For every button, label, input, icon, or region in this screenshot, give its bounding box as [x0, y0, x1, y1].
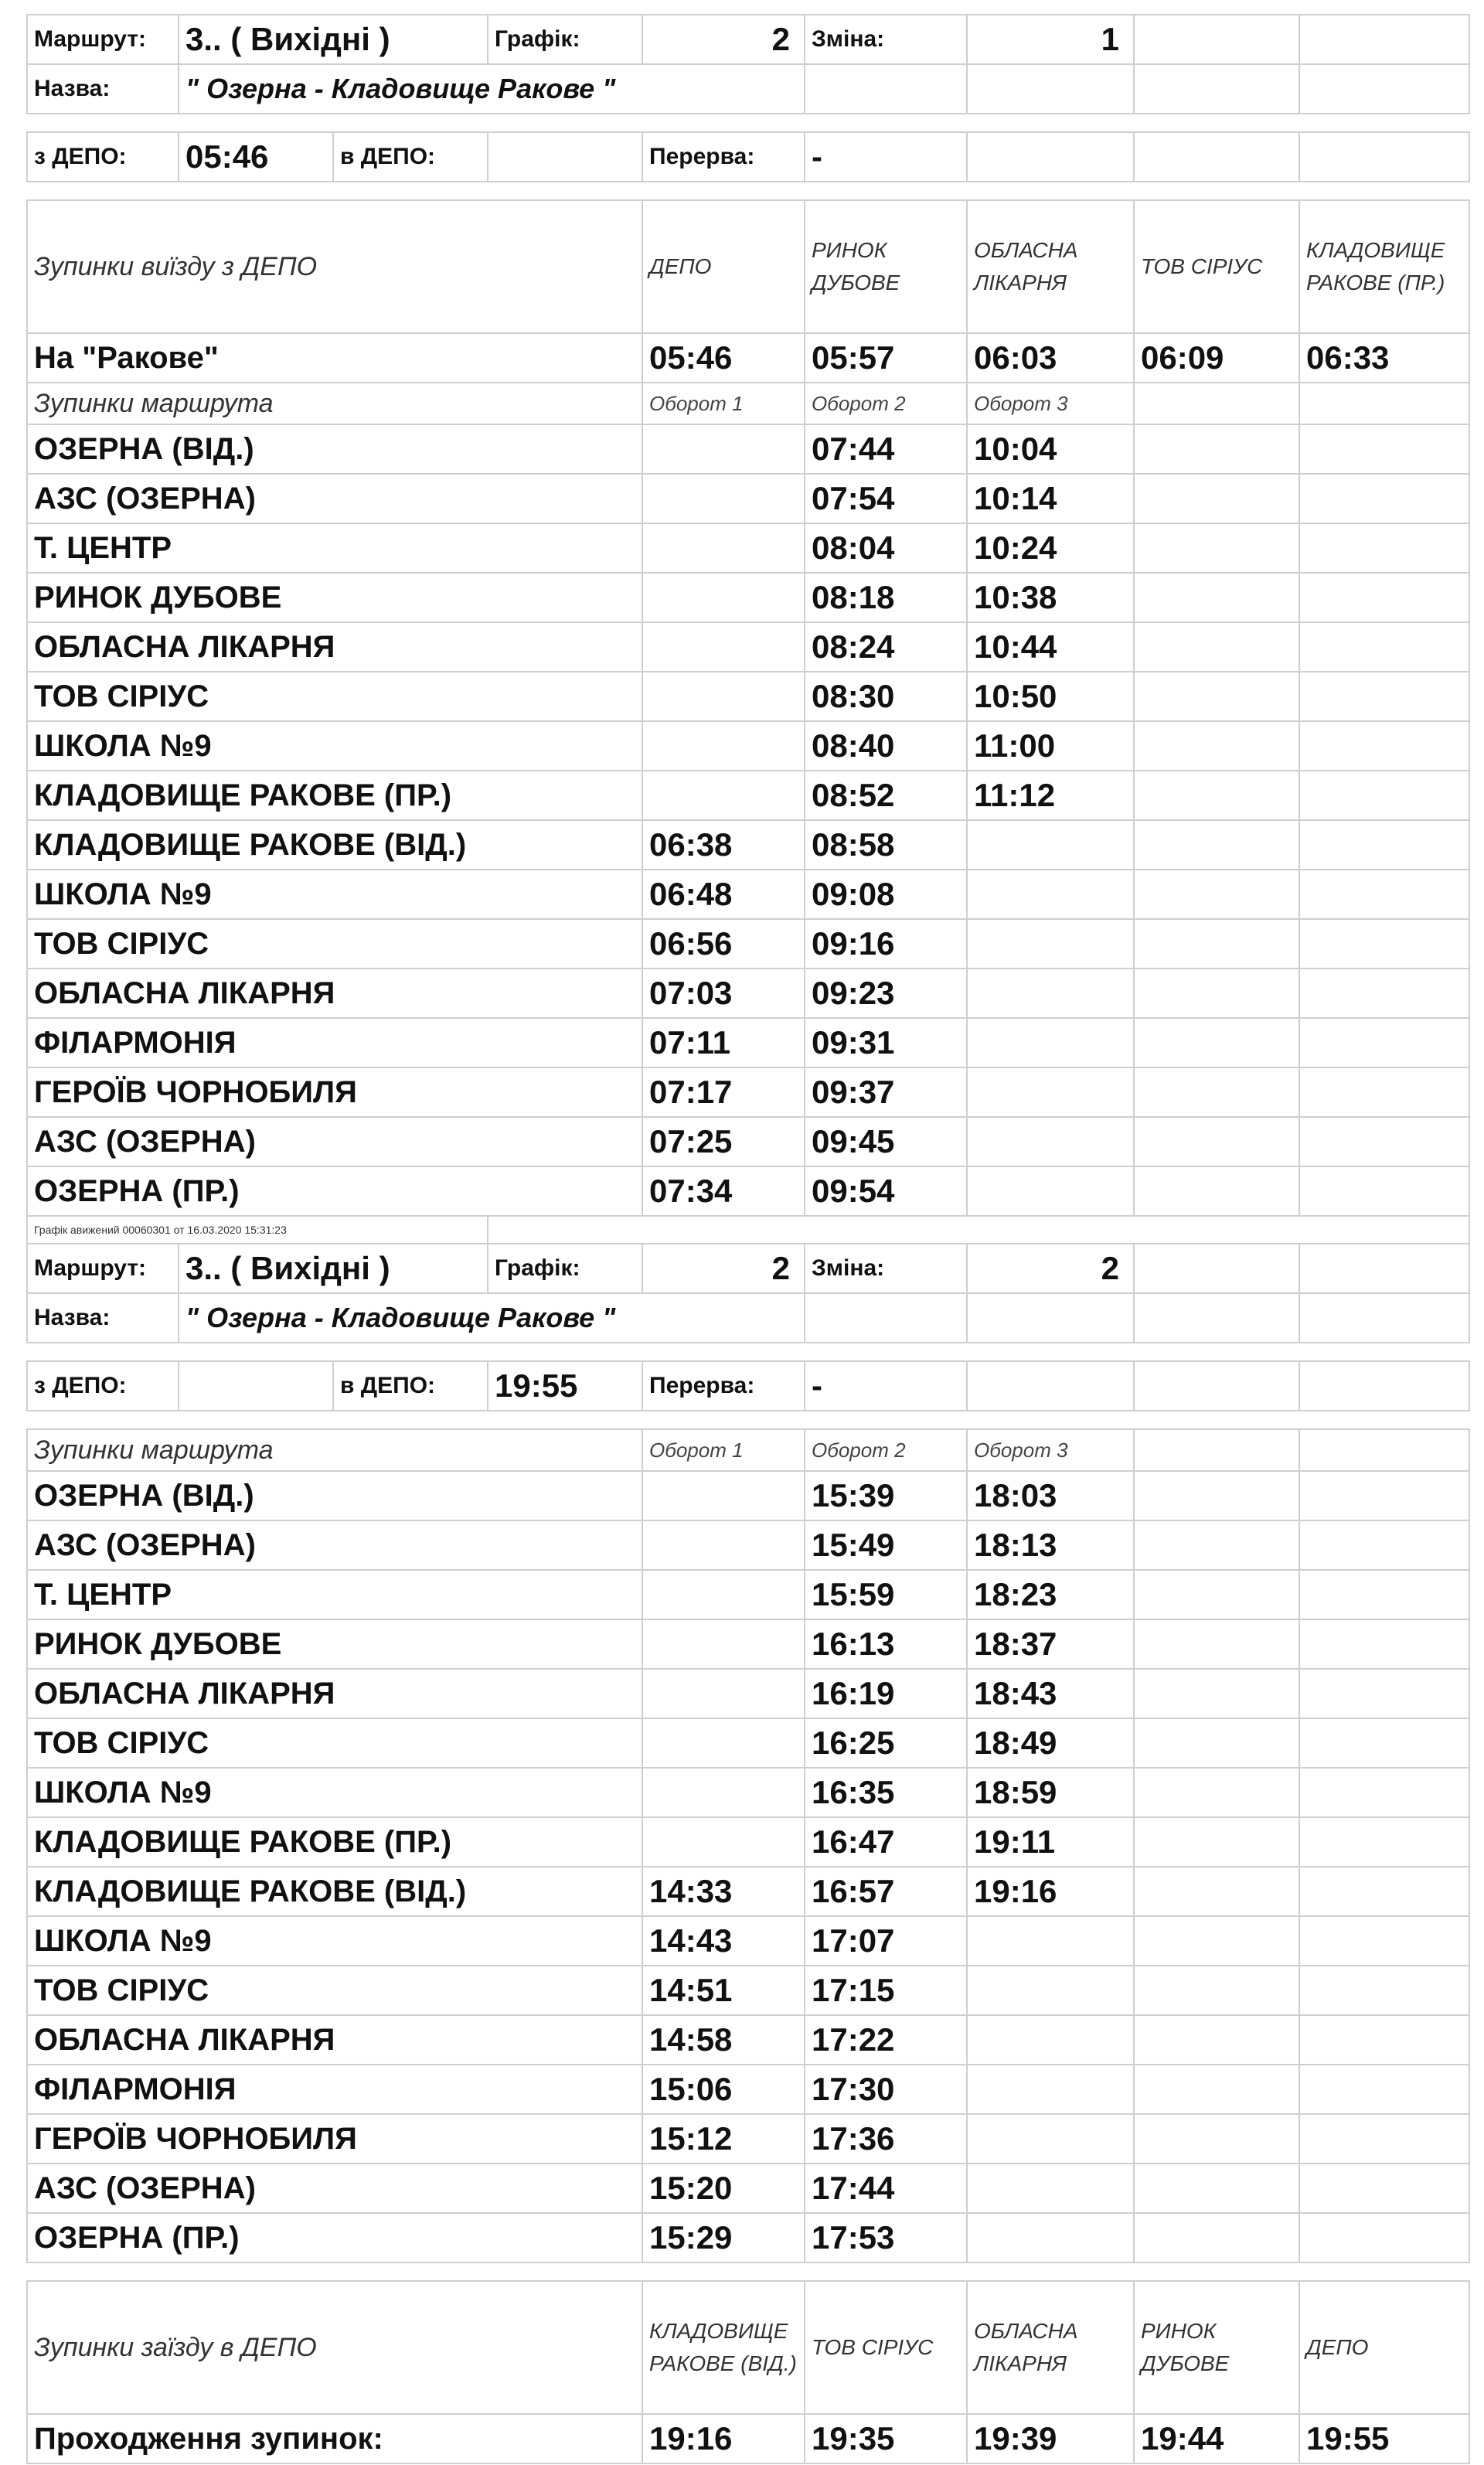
table-row	[27, 523, 1469, 573]
turn2-time: 15:59	[805, 1570, 967, 1619]
exit-times-row	[27, 333, 1469, 383]
turn1-time: 15:12	[642, 2114, 805, 2164]
turn2-header: Оборот 2	[805, 383, 967, 424]
turn2-time: 16:19	[805, 1669, 967, 1718]
turn3-time: 10:44	[967, 622, 1134, 672]
stop-name: АЗС (ОЗЕРНА)	[27, 2164, 642, 2213]
turn1-time	[642, 1718, 805, 1768]
turn2-time: 09:54	[805, 1166, 967, 1216]
stop-name: ТОВ СІРІУС	[27, 1718, 642, 1768]
exit-header: ДЕПО	[642, 200, 805, 333]
break-label: Перерва:	[642, 132, 805, 182]
turn2-time: 09:23	[805, 969, 967, 1018]
turn3-time: 19:16	[967, 1867, 1134, 1916]
turn3-time	[967, 2213, 1134, 2262]
turn3-time: 18:43	[967, 1669, 1134, 1718]
stop-name: ТОВ СІРІУС	[27, 1966, 642, 2015]
table-row	[27, 1520, 1469, 1570]
turn1-time: 14:33	[642, 1867, 805, 1916]
turn2-time: 16:25	[805, 1718, 967, 1768]
stop-name: ГЕРОЇВ ЧОРНОБИЛЯ	[27, 1067, 642, 1117]
table-row	[27, 1117, 1469, 1166]
stop-name: КЛАДОВИЩЕ РАКОВЕ (ВІД.)	[27, 1867, 642, 1916]
table-row	[27, 1718, 1469, 1768]
turn1-time	[642, 1817, 805, 1867]
entry-stops-label: Зупинки заїзду в ДЕПО	[27, 2281, 642, 2414]
passing-label: Проходження зупинок:	[27, 2414, 642, 2463]
from-depot-label: з ДЕПО:	[27, 1361, 179, 1411]
turn3-header: Оборот 3	[967, 383, 1134, 424]
turn1-time: 07:25	[642, 1117, 805, 1166]
table-row	[27, 2065, 1469, 2114]
stop-name: АЗС (ОЗЕРНА)	[27, 1117, 642, 1166]
footer-note: Графік авижений 00060301 от 16.03.2020 15:31:23	[27, 1216, 488, 1244]
entry-time: 19:16	[642, 2414, 805, 2463]
route-name: " Озерна - Кладовище Ракове "	[179, 64, 805, 114]
exit-time: 06:03	[967, 333, 1134, 383]
table-row	[27, 1619, 1469, 1669]
shift1-table	[26, 14, 1470, 2464]
timetable-page	[26, 14, 1469, 2464]
table-row	[27, 1966, 1469, 2015]
turn3-time: 10:38	[967, 573, 1134, 622]
exit-time: 06:33	[1299, 333, 1469, 383]
entry-header: ОБЛАСНА ЛІКАРНЯ	[967, 2281, 1134, 2414]
turn3-time	[967, 969, 1134, 1018]
table-row	[27, 820, 1469, 870]
shift-value: 2	[967, 1244, 1134, 1293]
shift-label: Зміна:	[805, 1244, 967, 1293]
turn3-time: 11:12	[967, 771, 1134, 820]
name-label: Назва:	[27, 64, 179, 114]
shift1-footer-row	[27, 1216, 1469, 1244]
turn1-time	[642, 523, 805, 573]
turn2-time: 15:39	[805, 1471, 967, 1520]
table-row	[27, 870, 1469, 919]
turn2-time: 16:35	[805, 1768, 967, 1817]
turn2-time: 17:30	[805, 2065, 967, 2114]
turn3-time	[967, 2114, 1134, 2164]
stop-name: РИНОК ДУБОВЕ	[27, 1619, 642, 1669]
entry-header-row	[27, 2281, 1469, 2414]
turn3-time	[967, 919, 1134, 969]
turn3-time	[967, 2164, 1134, 2213]
table-row	[27, 1471, 1469, 1520]
table-row	[27, 919, 1469, 969]
turn3-time: 19:11	[967, 1817, 1134, 1867]
entry-time: 19:44	[1134, 2414, 1299, 2463]
schedule-label: Графік:	[488, 1244, 642, 1293]
turn3-time	[967, 2065, 1134, 2114]
turn3-time: 18:23	[967, 1570, 1134, 1619]
stop-name: АЗС (ОЗЕРНА)	[27, 1520, 642, 1570]
turn3-time: 11:00	[967, 721, 1134, 771]
turn2-time: 09:45	[805, 1117, 967, 1166]
table-row	[27, 573, 1469, 622]
turn1-time: 06:38	[642, 820, 805, 870]
entry-time: 19:39	[967, 2414, 1134, 2463]
shift2-stops	[27, 1471, 1469, 2262]
route-value: 3.. ( Вихідні )	[179, 15, 488, 64]
stop-name: Т. ЦЕНТР	[27, 523, 642, 573]
turn1-time	[642, 622, 805, 672]
table-row	[27, 2164, 1469, 2213]
turn1-time	[642, 474, 805, 523]
turn1-time: 15:06	[642, 2065, 805, 2114]
stop-name: ОЗЕРНА (ПР.)	[27, 1166, 642, 1216]
table-row	[27, 1570, 1469, 1619]
turn2-time: 09:31	[805, 1018, 967, 1067]
turn1-time	[642, 424, 805, 474]
table-row	[27, 2015, 1469, 2065]
table-row	[27, 2213, 1469, 2262]
turn3-time	[967, 2015, 1134, 2065]
stop-name: АЗС (ОЗЕРНА)	[27, 474, 642, 523]
turn2-time: 17:07	[805, 1916, 967, 1966]
entry-header: ТОВ СІРІУС	[805, 2281, 967, 2414]
turn1-header: Оборот 1	[642, 1429, 805, 1471]
turn1-time	[642, 1570, 805, 1619]
turn1-time: 06:56	[642, 919, 805, 969]
to-depot-value: 19:55	[488, 1361, 642, 1411]
table-row	[27, 622, 1469, 672]
table-row	[27, 1916, 1469, 1966]
entry-header: ДЕПО	[1299, 2281, 1469, 2414]
turn1-time: 14:51	[642, 1966, 805, 2015]
exit-header: РИНОК ДУБОВЕ	[805, 200, 967, 333]
stop-name: ФІЛАРМОНІЯ	[27, 1018, 642, 1067]
turn3-time: 10:14	[967, 474, 1134, 523]
from-depot-label: з ДЕПО:	[27, 132, 179, 182]
turn3-time	[967, 870, 1134, 919]
exit-header-row	[27, 200, 1469, 333]
route-stops-label: Зупинки маршрута	[27, 1429, 642, 1471]
stop-name: КЛАДОВИЩЕ РАКОВЕ (ВІД.)	[27, 820, 642, 870]
table-row	[27, 2114, 1469, 2164]
turn1-time: 14:58	[642, 2015, 805, 2065]
turn1-time	[642, 1669, 805, 1718]
shift1-depot-row	[27, 132, 1469, 182]
stop-name: КЛАДОВИЩЕ РАКОВЕ (ПР.)	[27, 771, 642, 820]
turn2-header: Оборот 2	[805, 1429, 967, 1471]
turn2-time: 08:04	[805, 523, 967, 573]
table-row	[27, 424, 1469, 474]
turn1-time: 06:48	[642, 870, 805, 919]
table-row	[27, 721, 1469, 771]
turn3-time	[967, 1067, 1134, 1117]
table-row	[27, 771, 1469, 820]
stop-name: ОБЛАСНА ЛІКАРНЯ	[27, 2015, 642, 2065]
entry-header: РИНОК ДУБОВЕ	[1134, 2281, 1299, 2414]
exit-time: 05:57	[805, 333, 967, 383]
turn2-time: 09:08	[805, 870, 967, 919]
turn2-time: 08:52	[805, 771, 967, 820]
turn2-time: 07:54	[805, 474, 967, 523]
turn2-time: 17:53	[805, 2213, 967, 2262]
turn1-header: Оборот 1	[642, 383, 805, 424]
turn1-time: 15:20	[642, 2164, 805, 2213]
stop-name: ОЗЕРНА (ВІД.)	[27, 424, 642, 474]
table-row	[27, 1166, 1469, 1216]
stop-name: ШКОЛА №9	[27, 721, 642, 771]
turn1-time: 07:03	[642, 969, 805, 1018]
table-row	[27, 1067, 1469, 1117]
table-row	[27, 1018, 1469, 1067]
stop-name: ОБЛАСНА ЛІКАРНЯ	[27, 622, 642, 672]
turn1-time: 15:29	[642, 2213, 805, 2262]
turn2-time: 08:30	[805, 672, 967, 721]
stop-name: РИНОК ДУБОВЕ	[27, 573, 642, 622]
entry-time: 19:35	[805, 2414, 967, 2463]
turn1-time	[642, 1471, 805, 1520]
schedule-value: 2	[642, 15, 805, 64]
turn3-time: 10:24	[967, 523, 1134, 573]
turn3-time	[967, 1117, 1134, 1166]
to-depot-label: в ДЕПО:	[333, 1361, 488, 1411]
turn3-time: 18:13	[967, 1520, 1134, 1570]
stop-name: ФІЛАРМОНІЯ	[27, 2065, 642, 2114]
table-row	[27, 1867, 1469, 1916]
break-label: Перерва:	[642, 1361, 805, 1411]
turn1-time: 14:43	[642, 1916, 805, 1966]
turn1-time	[642, 672, 805, 721]
route-label: Маршрут:	[27, 1244, 179, 1293]
to-depot-label: в ДЕПО:	[333, 132, 488, 182]
turn2-time: 09:37	[805, 1067, 967, 1117]
turn2-time: 17:44	[805, 2164, 967, 2213]
turn3-time: 18:37	[967, 1619, 1134, 1669]
turn2-time: 08:18	[805, 573, 967, 622]
shift2-route-row	[27, 1244, 1469, 1293]
turn3-time	[967, 1018, 1134, 1067]
turn2-time: 16:13	[805, 1619, 967, 1669]
turn1-time	[642, 721, 805, 771]
shift1-name-row	[27, 64, 1469, 114]
stop-name: ОЗЕРНА (ПР.)	[27, 2213, 642, 2262]
route-value: 3.. ( Вихідні )	[179, 1244, 488, 1293]
turn2-time: 15:49	[805, 1520, 967, 1570]
shift1-stops	[27, 424, 1469, 1216]
stop-name: ШКОЛА №9	[27, 1916, 642, 1966]
entry-time: 19:55	[1299, 2414, 1469, 2463]
stop-name: ШКОЛА №9	[27, 1768, 642, 1817]
stop-name: КЛАДОВИЩЕ РАКОВЕ (ПР.)	[27, 1817, 642, 1867]
table-row	[27, 474, 1469, 523]
turn2-time: 17:15	[805, 1966, 967, 2015]
break-value: -	[805, 1361, 967, 1411]
turn2-time: 08:40	[805, 721, 967, 771]
schedule-label: Графік:	[488, 15, 642, 64]
table-row	[27, 672, 1469, 721]
stop-name: ГЕРОЇВ ЧОРНОБИЛЯ	[27, 2114, 642, 2164]
turn2-time: 08:58	[805, 820, 967, 870]
from-depot-value	[179, 1361, 333, 1411]
turn3-time	[967, 1166, 1134, 1216]
turn1-time: 07:34	[642, 1166, 805, 1216]
stop-name: Т. ЦЕНТР	[27, 1570, 642, 1619]
exit-header: ОБЛАСНА ЛІКАРНЯ	[967, 200, 1134, 333]
entry-times-row	[27, 2414, 1469, 2463]
turn3-time: 18:03	[967, 1471, 1134, 1520]
shift-label: Зміна:	[805, 15, 967, 64]
table-row	[27, 1669, 1469, 1718]
turn2-time: 09:16	[805, 919, 967, 969]
shift2-stops-header	[27, 1429, 1469, 1471]
turn1-time: 07:11	[642, 1018, 805, 1067]
turn3-time: 18:59	[967, 1768, 1134, 1817]
turn3-time	[967, 820, 1134, 870]
exit-row-label: На "Ракове"	[27, 333, 642, 383]
turn3-time	[967, 1916, 1134, 1966]
route-stops-label: Зупинки маршрута	[27, 383, 642, 424]
stop-name: ТОВ СІРІУС	[27, 672, 642, 721]
stop-name: ОБЛАСНА ЛІКАРНЯ	[27, 1669, 642, 1718]
table-row	[27, 1768, 1469, 1817]
turn3-time: 18:49	[967, 1718, 1134, 1768]
stop-name: ШКОЛА №9	[27, 870, 642, 919]
table-row	[27, 1817, 1469, 1867]
name-label: Назва:	[27, 1293, 179, 1343]
turn1-time: 07:17	[642, 1067, 805, 1117]
from-depot-value: 05:46	[179, 132, 333, 182]
exit-time: 05:46	[642, 333, 805, 383]
shift1-route-row	[27, 15, 1469, 64]
exit-time: 06:09	[1134, 333, 1299, 383]
stop-name: ОЗЕРНА (ВІД.)	[27, 1471, 642, 1520]
schedule-value: 2	[642, 1244, 805, 1293]
turn1-time	[642, 1768, 805, 1817]
entry-header: КЛАДОВИЩЕ РАКОВЕ (ВІД.)	[642, 2281, 805, 2414]
turn2-time: 16:47	[805, 1817, 967, 1867]
turn2-time: 16:57	[805, 1867, 967, 1916]
route-label: Маршрут:	[27, 15, 179, 64]
break-value: -	[805, 132, 967, 182]
exit-header: КЛАДОВИЩЕ РАКОВЕ (ПР.)	[1299, 200, 1469, 333]
exit-stops-label: Зупинки виїзду з ДЕПО	[27, 200, 642, 333]
turn2-time: 17:36	[805, 2114, 967, 2164]
turn3-time	[967, 1966, 1134, 2015]
shift2-name-row	[27, 1293, 1469, 1343]
turn3-time: 10:04	[967, 424, 1134, 474]
turn1-time	[642, 573, 805, 622]
route-name: " Озерна - Кладовище Ракове "	[179, 1293, 805, 1343]
turn2-time: 07:44	[805, 424, 967, 474]
turn2-time: 08:24	[805, 622, 967, 672]
turn1-time	[642, 771, 805, 820]
shift-value: 1	[967, 15, 1134, 64]
turn3-header: Оборот 3	[967, 1429, 1134, 1471]
shift2-depot-row	[27, 1361, 1469, 1411]
exit-header: ТОВ СІРІУС	[1134, 200, 1299, 333]
turn3-time: 10:50	[967, 672, 1134, 721]
stop-name: ОБЛАСНА ЛІКАРНЯ	[27, 969, 642, 1018]
stop-name: ТОВ СІРІУС	[27, 919, 642, 969]
table-row	[27, 969, 1469, 1018]
shift1-stops-header	[27, 383, 1469, 424]
turn2-time: 17:22	[805, 2015, 967, 2065]
turn1-time	[642, 1520, 805, 1570]
turn1-time	[642, 1619, 805, 1669]
to-depot-value	[488, 132, 642, 182]
